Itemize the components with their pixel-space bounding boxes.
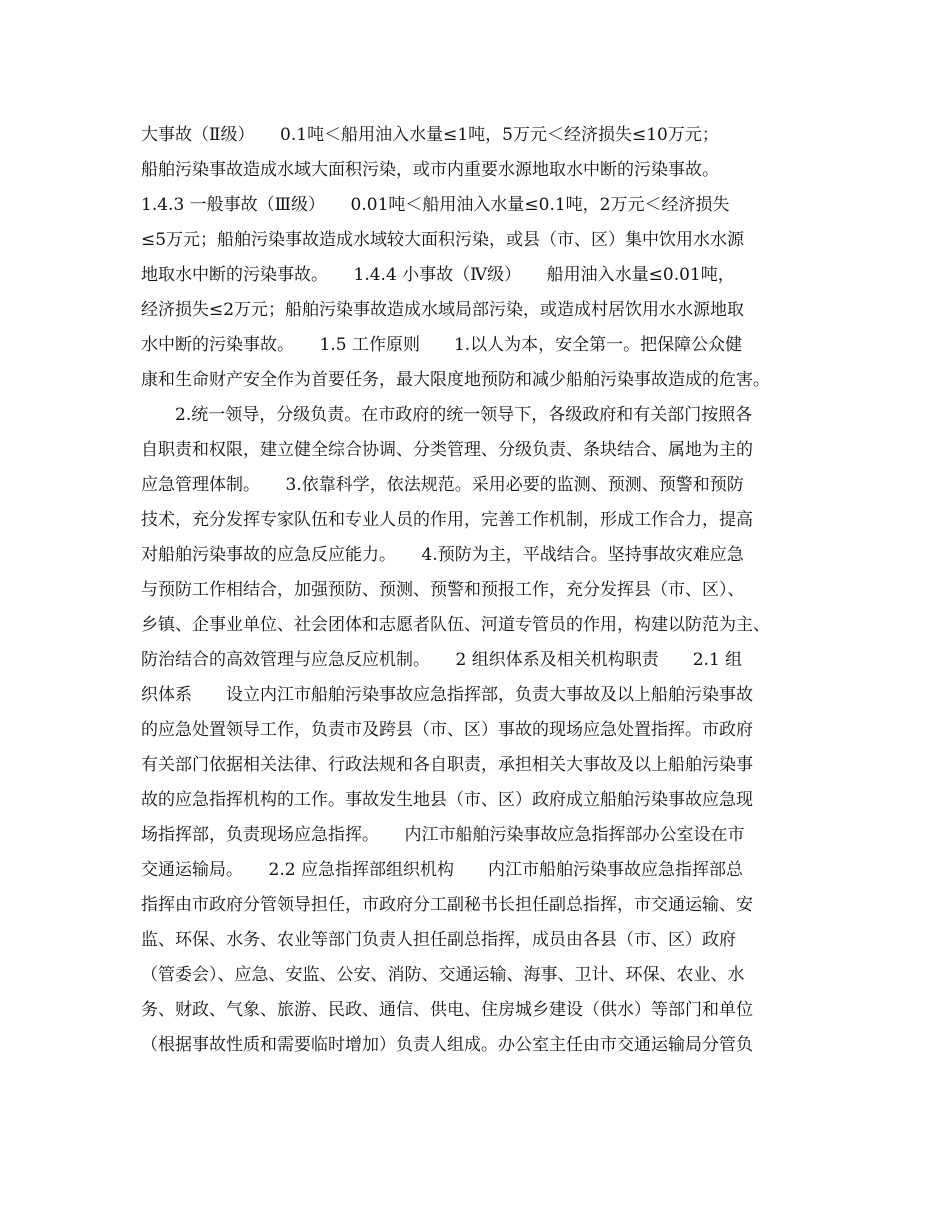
text-line: 与预防工作相结合，加强预防、预测、预警和预报工作，充分发挥县（市、区）、 bbox=[141, 580, 745, 600]
text-line: （管委会）、应急、安监、公安、消防、交通运输、海事、卫计、环保、农业、水 bbox=[141, 965, 745, 985]
text-line: 的应急处置领导工作，负责市及跨县（市、区）事故的现场应急处置指挥。市政府 bbox=[141, 720, 753, 740]
text-line: 监、环保、水务、农业等部门负责人担任副总指挥，成员由各县（市、区）政府 bbox=[141, 930, 736, 950]
body-text bbox=[141, 118, 821, 1063]
text-line: 船舶污染事故造成水域大面积污染，或市内重要水源地取水中断的污染事故。 bbox=[141, 160, 719, 180]
text-line: 水中断的污染事故。 1.5 工作原则 1.以人为本，安全第一。把保障公众健 bbox=[141, 335, 743, 355]
text-line: 1.4.3 一般事故（Ⅲ级） 0.01吨＜船用油入水量≤0.1吨，2万元＜经济损失 bbox=[141, 195, 730, 215]
text-line: 交通运输局。 2.2 应急指挥部组织机构 内江市船舶污染事故应急指挥部总 bbox=[141, 860, 743, 880]
text-line: 大事故（Ⅱ级） 0.1吨＜船用油入水量≤1吨，5万元＜经济损失≤10万元； bbox=[141, 125, 719, 145]
text-line: 乡镇、企事业单位、社会团体和志愿者队伍、河道专管员的作用，构建以防范为主、 bbox=[141, 615, 770, 635]
text-line: 康和生命财产安全作为首要任务，最大限度地预防和减少船舶污染事故造成的危害。 bbox=[141, 370, 770, 390]
text-line: 场指挥部，负责现场应急指挥。 内江市船舶污染事故应急指挥部办公室设在市 bbox=[141, 825, 745, 845]
text-line: 技术，充分发挥专家队伍和专业人员的作用，完善工作机制，形成工作合力，提高 bbox=[141, 510, 753, 530]
text-line: 2.统一领导，分级负责。在市政府的统一领导下，各级政府和有关部门按照各 bbox=[141, 405, 753, 425]
text-line: 务、财政、气象、旅游、民政、通信、供电、住房城乡建设（供水）等部门和单位 bbox=[141, 1000, 753, 1020]
text-line: 织体系 设立内江市船舶污染事故应急指挥部，负责大事故及以上船舶污染事故 bbox=[141, 685, 753, 705]
text-line: （根据事故性质和需要临时增加）负责人组成。办公室主任由市交通运输局分管负 bbox=[141, 1035, 753, 1055]
text-line: 应急管理体制。 3.依靠科学，依法规范。采用必要的监测、预测、预警和预防 bbox=[141, 475, 744, 495]
text-line: 有关部门依据相关法律、行政法规和各自职责，承担相关大事故及以上船舶污染事 bbox=[141, 755, 753, 775]
text-line: 地取水中断的污染事故。 1.4.4 小事故（Ⅳ级） 船用油入水量≤0.01吨， bbox=[141, 265, 735, 285]
text-line: 经济损失≤2万元；船舶污染事故造成水域局部污染，或造成村居饮用水水源地取 bbox=[141, 300, 745, 320]
text-line: 对船舶污染事故的应急反应能力。 4.预防为主，平战结合。坚持事故灾难应急 bbox=[141, 545, 744, 565]
text-line: 故的应急指挥机构的工作。事故发生地县（市、区）政府成立船舶污染事故应急现 bbox=[141, 790, 753, 810]
text-line: 自职责和权限，建立健全综合协调、分类管理、分级负责、条块结合、属地为主的 bbox=[141, 440, 753, 460]
text-line: ≤5万元；船舶污染事故造成水域较大面积污染，或县（市、区）集中饮用水水源 bbox=[141, 230, 745, 250]
text-line: 指挥由市政府分管领导担任，市政府分工副秘书长担任副总指挥，市交通运输、安 bbox=[141, 895, 753, 915]
text-line: 防治结合的高效管理与应急反应机制。 2 组织体系及相关机构职责 2.1 组 bbox=[141, 650, 743, 670]
